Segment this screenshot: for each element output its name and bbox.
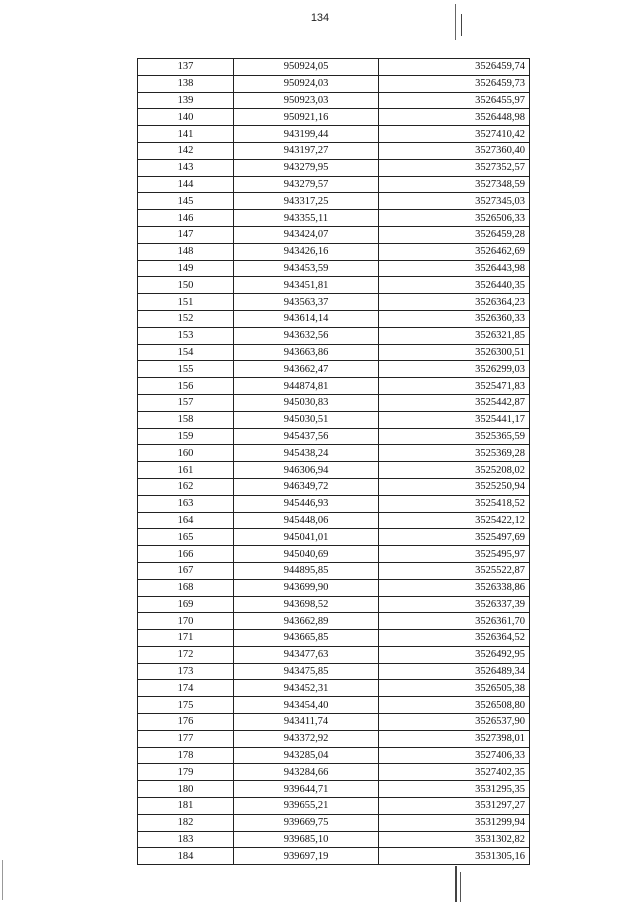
point-number-cell: 176 <box>138 714 234 731</box>
table-row <box>138 630 530 647</box>
table-row <box>138 445 530 462</box>
table-row <box>138 562 530 579</box>
table-row <box>138 310 530 327</box>
y-coordinate-cell: 3526337,39 <box>379 596 530 613</box>
x-coordinate-cell: 943699,90 <box>234 579 379 596</box>
point-number-cell: 146 <box>138 210 234 227</box>
point-number-cell: 170 <box>138 613 234 630</box>
y-coordinate-cell: 3526448,98 <box>379 109 530 126</box>
table-row <box>138 394 530 411</box>
scan-artifact-line <box>460 872 461 902</box>
y-coordinate-cell: 3526505,38 <box>379 680 530 697</box>
y-coordinate-cell: 3525250,94 <box>379 478 530 495</box>
x-coordinate-cell: 943614,14 <box>234 310 379 327</box>
point-number-cell: 154 <box>138 344 234 361</box>
table-row <box>138 260 530 277</box>
table-row <box>138 294 530 311</box>
table-row <box>138 159 530 176</box>
x-coordinate-cell: 945446,93 <box>234 495 379 512</box>
table-row <box>138 478 530 495</box>
point-number-cell: 144 <box>138 176 234 193</box>
table-row <box>138 646 530 663</box>
table-row <box>138 75 530 92</box>
point-number-cell: 145 <box>138 193 234 210</box>
x-coordinate-cell: 943632,56 <box>234 327 379 344</box>
point-number-cell: 169 <box>138 596 234 613</box>
x-coordinate-cell: 943563,37 <box>234 294 379 311</box>
table-row <box>138 495 530 512</box>
point-number-cell: 147 <box>138 226 234 243</box>
x-coordinate-cell: 939669,75 <box>234 814 379 831</box>
y-coordinate-cell: 3527345,03 <box>379 193 530 210</box>
table-row <box>138 764 530 781</box>
y-coordinate-cell: 3531305,16 <box>379 848 530 865</box>
y-coordinate-cell: 3531295,35 <box>379 781 530 798</box>
x-coordinate-cell: 943279,95 <box>234 159 379 176</box>
point-number-cell: 165 <box>138 529 234 546</box>
point-number-cell: 183 <box>138 831 234 848</box>
table-row <box>138 529 530 546</box>
point-number-cell: 174 <box>138 680 234 697</box>
table-row <box>138 747 530 764</box>
y-coordinate-cell: 3526508,80 <box>379 697 530 714</box>
x-coordinate-cell: 943279,57 <box>234 176 379 193</box>
x-coordinate-cell: 943452,31 <box>234 680 379 697</box>
x-coordinate-cell: 939697,19 <box>234 848 379 865</box>
point-number-cell: 162 <box>138 478 234 495</box>
point-number-cell: 156 <box>138 378 234 395</box>
table-row <box>138 243 530 260</box>
point-number-cell: 155 <box>138 361 234 378</box>
y-coordinate-cell: 3526489,34 <box>379 663 530 680</box>
point-number-cell: 173 <box>138 663 234 680</box>
point-number-cell: 180 <box>138 781 234 798</box>
y-coordinate-cell: 3526443,98 <box>379 260 530 277</box>
y-coordinate-cell: 3526537,90 <box>379 714 530 731</box>
table-row <box>138 596 530 613</box>
table-row <box>138 344 530 361</box>
table-row <box>138 512 530 529</box>
y-coordinate-cell: 3526361,70 <box>379 613 530 630</box>
y-coordinate-cell: 3527360,40 <box>379 142 530 159</box>
table-row <box>138 109 530 126</box>
y-coordinate-cell: 3525365,59 <box>379 428 530 445</box>
y-coordinate-cell: 3526360,33 <box>379 310 530 327</box>
y-coordinate-cell: 3525497,69 <box>379 529 530 546</box>
x-coordinate-cell: 943199,44 <box>234 126 379 143</box>
y-coordinate-cell: 3526459,28 <box>379 226 530 243</box>
point-number-cell: 142 <box>138 142 234 159</box>
point-number-cell: 171 <box>138 630 234 647</box>
table-row <box>138 92 530 109</box>
x-coordinate-cell: 944895,85 <box>234 562 379 579</box>
point-number-cell: 178 <box>138 747 234 764</box>
y-coordinate-cell: 3525471,83 <box>379 378 530 395</box>
y-coordinate-cell: 3526459,73 <box>379 75 530 92</box>
y-coordinate-cell: 3527406,33 <box>379 747 530 764</box>
point-number-cell: 149 <box>138 260 234 277</box>
x-coordinate-cell: 945040,69 <box>234 546 379 563</box>
y-coordinate-cell: 3531297,27 <box>379 798 530 815</box>
y-coordinate-cell: 3527352,57 <box>379 159 530 176</box>
point-number-cell: 168 <box>138 579 234 596</box>
y-coordinate-cell: 3531299,94 <box>379 814 530 831</box>
table-row <box>138 142 530 159</box>
point-number-cell: 159 <box>138 428 234 445</box>
scan-artifact-line <box>455 866 457 902</box>
point-number-cell: 166 <box>138 546 234 563</box>
table-row <box>138 848 530 865</box>
x-coordinate-cell: 943197,27 <box>234 142 379 159</box>
point-number-cell: 161 <box>138 462 234 479</box>
point-number-cell: 184 <box>138 848 234 865</box>
y-coordinate-cell: 3526459,74 <box>379 59 530 76</box>
scan-artifact-line <box>2 860 3 900</box>
point-number-cell: 137 <box>138 59 234 76</box>
table-row <box>138 462 530 479</box>
point-number-cell: 148 <box>138 243 234 260</box>
x-coordinate-cell: 943477,63 <box>234 646 379 663</box>
x-coordinate-cell: 945438,24 <box>234 445 379 462</box>
table-row <box>138 226 530 243</box>
table-row <box>138 831 530 848</box>
point-number-cell: 158 <box>138 411 234 428</box>
x-coordinate-cell: 943424,07 <box>234 226 379 243</box>
x-coordinate-cell: 943285,04 <box>234 747 379 764</box>
x-coordinate-cell: 943453,59 <box>234 260 379 277</box>
x-coordinate-cell: 943451,81 <box>234 277 379 294</box>
table-row <box>138 546 530 563</box>
point-number-cell: 167 <box>138 562 234 579</box>
y-coordinate-cell: 3531302,82 <box>379 831 530 848</box>
x-coordinate-cell: 943662,47 <box>234 361 379 378</box>
point-number-cell: 181 <box>138 798 234 815</box>
point-number-cell: 140 <box>138 109 234 126</box>
y-coordinate-cell: 3526300,51 <box>379 344 530 361</box>
x-coordinate-cell: 943475,85 <box>234 663 379 680</box>
x-coordinate-cell: 943411,74 <box>234 714 379 731</box>
y-coordinate-cell: 3525441,17 <box>379 411 530 428</box>
point-number-cell: 139 <box>138 92 234 109</box>
table-row <box>138 680 530 697</box>
table-row <box>138 798 530 815</box>
x-coordinate-cell: 943662,89 <box>234 613 379 630</box>
table-row <box>138 277 530 294</box>
point-number-cell: 172 <box>138 646 234 663</box>
y-coordinate-cell: 3525495,97 <box>379 546 530 563</box>
table-row <box>138 663 530 680</box>
point-number-cell: 151 <box>138 294 234 311</box>
x-coordinate-cell: 945437,56 <box>234 428 379 445</box>
table-row <box>138 697 530 714</box>
y-coordinate-cell: 3526321,85 <box>379 327 530 344</box>
table-row <box>138 781 530 798</box>
table-row <box>138 210 530 227</box>
point-number-cell: 143 <box>138 159 234 176</box>
y-coordinate-cell: 3527398,01 <box>379 730 530 747</box>
x-coordinate-cell: 945448,06 <box>234 512 379 529</box>
x-coordinate-cell: 943317,25 <box>234 193 379 210</box>
table-row <box>138 714 530 731</box>
y-coordinate-cell: 3527402,35 <box>379 764 530 781</box>
x-coordinate-cell: 944874,81 <box>234 378 379 395</box>
y-coordinate-cell: 3525369,28 <box>379 445 530 462</box>
y-coordinate-cell: 3526492,95 <box>379 646 530 663</box>
x-coordinate-cell: 945030,83 <box>234 394 379 411</box>
y-coordinate-cell: 3526455,97 <box>379 92 530 109</box>
coordinates-table-body <box>138 59 530 865</box>
x-coordinate-cell: 950924,05 <box>234 59 379 76</box>
x-coordinate-cell: 946349,72 <box>234 478 379 495</box>
x-coordinate-cell: 939685,10 <box>234 831 379 848</box>
point-number-cell: 153 <box>138 327 234 344</box>
scan-artifact-line <box>461 14 462 36</box>
point-number-cell: 182 <box>138 814 234 831</box>
point-number-cell: 152 <box>138 310 234 327</box>
x-coordinate-cell: 950923,03 <box>234 92 379 109</box>
x-coordinate-cell: 943698,52 <box>234 596 379 613</box>
table-row <box>138 428 530 445</box>
y-coordinate-cell: 3525208,02 <box>379 462 530 479</box>
table-row <box>138 730 530 747</box>
scan-artifact-line <box>455 4 456 40</box>
table-row <box>138 361 530 378</box>
x-coordinate-cell: 939655,21 <box>234 798 379 815</box>
y-coordinate-cell: 3525422,12 <box>379 512 530 529</box>
point-number-cell: 160 <box>138 445 234 462</box>
x-coordinate-cell: 943663,86 <box>234 344 379 361</box>
x-coordinate-cell: 943454,40 <box>234 697 379 714</box>
table-row <box>138 176 530 193</box>
x-coordinate-cell: 943284,66 <box>234 764 379 781</box>
coordinates-table <box>137 58 530 865</box>
table-row <box>138 193 530 210</box>
point-number-cell: 179 <box>138 764 234 781</box>
y-coordinate-cell: 3525522,87 <box>379 562 530 579</box>
y-coordinate-cell: 3527410,42 <box>379 126 530 143</box>
x-coordinate-cell: 943426,16 <box>234 243 379 260</box>
table-row <box>138 411 530 428</box>
y-coordinate-cell: 3526338,86 <box>379 579 530 596</box>
y-coordinate-cell: 3527348,59 <box>379 176 530 193</box>
x-coordinate-cell: 946306,94 <box>234 462 379 479</box>
y-coordinate-cell: 3526440,35 <box>379 277 530 294</box>
x-coordinate-cell: 943665,85 <box>234 630 379 647</box>
table-row <box>138 59 530 76</box>
y-coordinate-cell: 3526462,69 <box>379 243 530 260</box>
point-number-cell: 141 <box>138 126 234 143</box>
table-row <box>138 327 530 344</box>
table-row <box>138 579 530 596</box>
point-number-cell: 175 <box>138 697 234 714</box>
y-coordinate-cell: 3525418,52 <box>379 495 530 512</box>
x-coordinate-cell: 950924,03 <box>234 75 379 92</box>
x-coordinate-cell: 943355,11 <box>234 210 379 227</box>
y-coordinate-cell: 3526364,52 <box>379 630 530 647</box>
x-coordinate-cell: 943372,92 <box>234 730 379 747</box>
point-number-cell: 138 <box>138 75 234 92</box>
table-row <box>138 126 530 143</box>
table-row <box>138 378 530 395</box>
point-number-cell: 150 <box>138 277 234 294</box>
point-number-cell: 177 <box>138 730 234 747</box>
y-coordinate-cell: 3525442,87 <box>379 394 530 411</box>
x-coordinate-cell: 945041,01 <box>234 529 379 546</box>
x-coordinate-cell: 950921,16 <box>234 109 379 126</box>
table-row <box>138 613 530 630</box>
point-number-cell: 157 <box>138 394 234 411</box>
point-number-cell: 164 <box>138 512 234 529</box>
y-coordinate-cell: 3526506,33 <box>379 210 530 227</box>
y-coordinate-cell: 3526299,03 <box>379 361 530 378</box>
table-row <box>138 814 530 831</box>
page-number: 134 <box>310 12 330 24</box>
point-number-cell: 163 <box>138 495 234 512</box>
y-coordinate-cell: 3526364,23 <box>379 294 530 311</box>
x-coordinate-cell: 939644,71 <box>234 781 379 798</box>
x-coordinate-cell: 945030,51 <box>234 411 379 428</box>
